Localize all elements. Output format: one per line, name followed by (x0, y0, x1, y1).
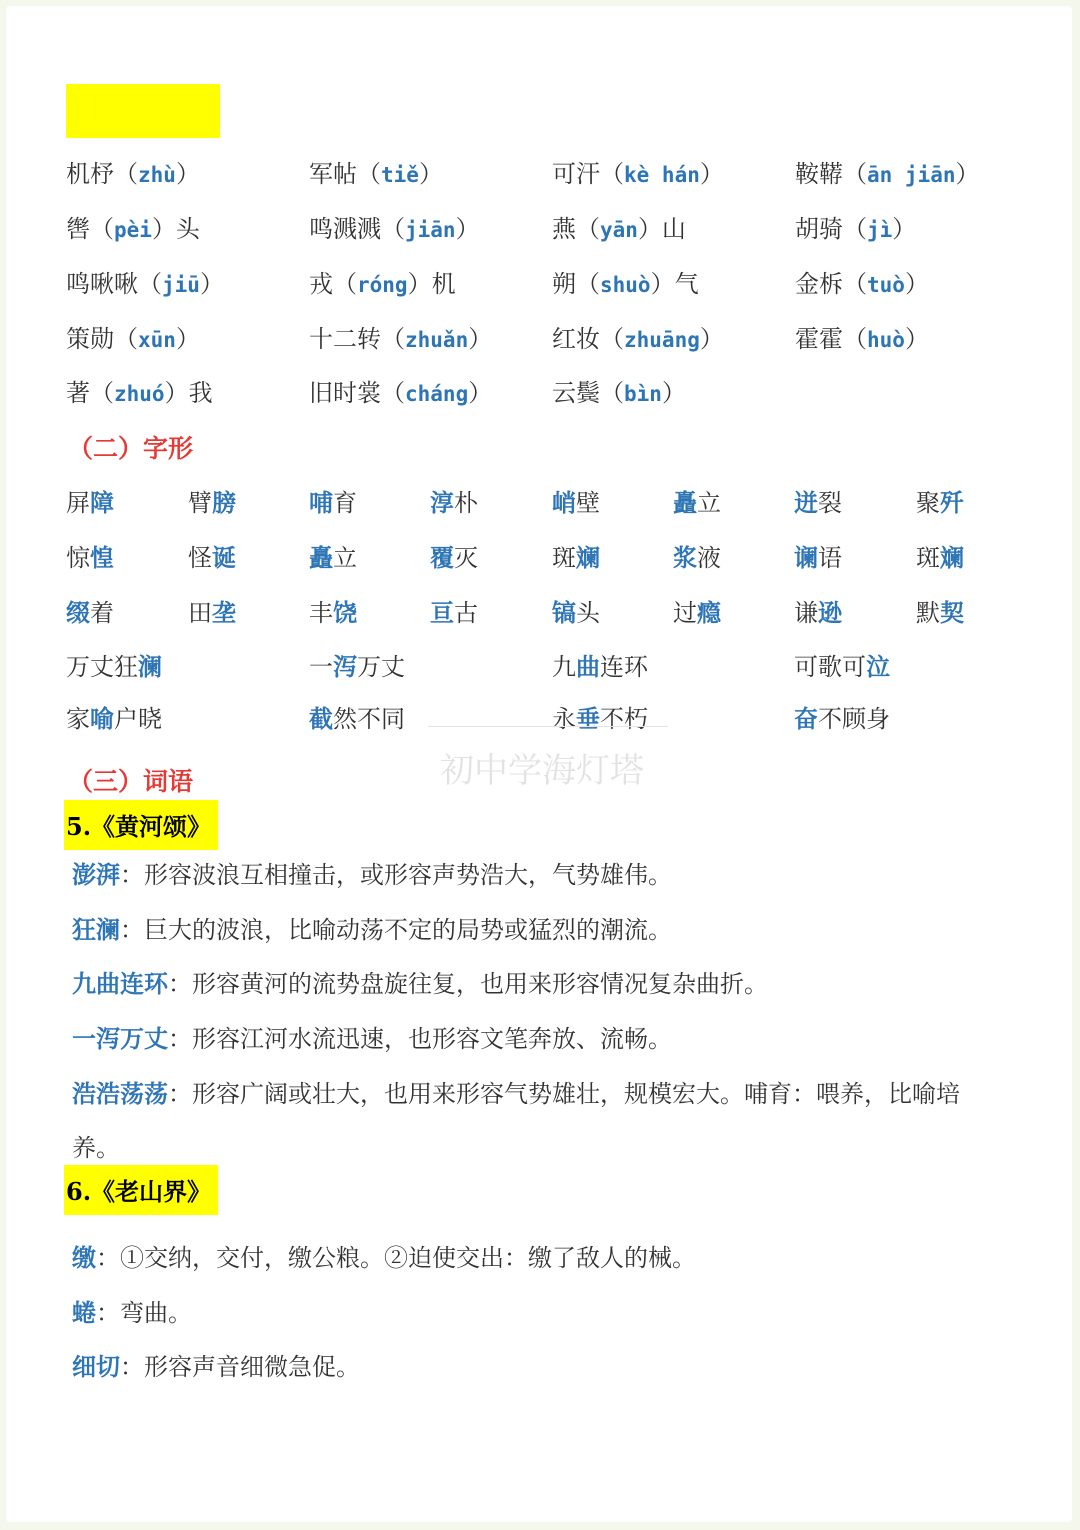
definition-text: ：巨大的波浪，比喻动荡不定的局势或猛烈的潮流。 (120, 916, 672, 944)
highlight-char: 浆 (673, 543, 697, 572)
char-text: 户晓 (114, 705, 162, 733)
highlight-char: 迸 (794, 488, 818, 517)
highlight-char: 亘 (430, 598, 454, 627)
idiom-word (66, 704, 162, 734)
definition-text: ：弯曲。 (96, 1299, 192, 1327)
pinyin-item (795, 159, 980, 190)
definition-text: ：形容声音细微急促。 (120, 1353, 360, 1381)
pinyin-text: jiān (405, 218, 456, 242)
word-text: ）机 (407, 270, 456, 298)
highlight-char: 截 (309, 704, 333, 733)
definition-line (72, 1293, 192, 1328)
highlight-char: 泻 (333, 652, 357, 681)
word-text: 鞍鞯（ (795, 160, 867, 188)
pinyin-text: bìn (624, 382, 662, 406)
highlight-char: 诞 (212, 543, 236, 572)
definition-line (72, 910, 672, 945)
word-text: 旧时裳（ (309, 379, 405, 407)
highlight-char: 瘾 (697, 598, 721, 627)
word-text: 霍霍（ (795, 325, 867, 353)
highlight-char: 澜 (138, 652, 162, 681)
idiom-word (309, 704, 405, 734)
char-text: 斑 (552, 544, 576, 572)
char-text: 家 (66, 705, 90, 733)
pinyin-text: kè hán (624, 163, 700, 187)
word-text: 燕（ (552, 215, 600, 243)
definition-text: ：形容广阔或壮大，也用来形容气势雄壮，规模宏大。哺育：喂养，比喻培 (168, 1080, 960, 1108)
definition-term: 澎湃 (72, 860, 120, 889)
char-text: 万丈 (357, 653, 405, 681)
char-text: 语 (818, 544, 842, 572)
word-text: 胡骑（ (795, 215, 867, 243)
char-text: 着 (90, 599, 114, 627)
char-text: 聚 (916, 489, 940, 517)
word-text: ） (455, 215, 480, 243)
definition-term: 细切 (72, 1352, 120, 1381)
highlight-char: 淳 (430, 488, 454, 517)
char-text: 不顾身 (818, 705, 890, 733)
glyph-word (188, 543, 236, 573)
lesson-title-5: 5.《黄河颂》 (64, 800, 218, 850)
watermark-text: 初中学海灯塔 (440, 751, 644, 791)
highlight-char: 膀 (212, 488, 236, 517)
char-text: 朴 (454, 489, 478, 517)
glyph-word (552, 543, 600, 573)
glyph-word (794, 488, 842, 518)
glyph-word (916, 488, 964, 518)
glyph-word (66, 598, 114, 628)
definition-text: ：①交纳，交付，缴公粮。②迫使交出：缴了敌人的械。 (96, 1244, 696, 1272)
word-text: 十二转（ (309, 325, 405, 353)
word-text: 金柝（ (795, 270, 867, 298)
pinyin-text: xūn (138, 328, 176, 352)
highlight-char: 矗 (673, 488, 697, 517)
word-text: 朔（ (552, 270, 600, 298)
glyph-word (188, 488, 236, 518)
char-text: 屏 (66, 489, 90, 517)
glyph-word (430, 598, 478, 628)
glyph-word (430, 543, 478, 573)
char-text: 连环 (600, 653, 648, 681)
glyph-word (188, 598, 236, 628)
highlight-char: 契 (940, 598, 964, 627)
definition-line (72, 1347, 360, 1382)
pinyin-item (309, 324, 492, 355)
highlight-char: 饶 (333, 598, 357, 627)
word-text: ） (418, 160, 443, 188)
char-text: 立 (697, 489, 721, 517)
char-text: 田 (188, 599, 212, 627)
word-text: 军帖（ (309, 160, 381, 188)
char-text: 一 (309, 653, 333, 681)
pinyin-text: zhuǎn (405, 328, 469, 352)
char-text: 万丈狂 (66, 653, 138, 681)
section-title-words: （三）词语 (68, 767, 194, 796)
word-text: ） (199, 270, 224, 298)
pinyin-text: shuò (600, 273, 651, 297)
highlight-char: 逊 (818, 598, 842, 627)
definition-term: 浩浩荡荡 (72, 1079, 168, 1108)
pinyin-item (66, 159, 200, 190)
definition-term: 蜷 (72, 1298, 96, 1327)
char-text: 不朽 (600, 705, 648, 733)
char-text: 怪 (188, 544, 212, 572)
definition-text: ：形容江河水流迅速，也形容文笔奔放、流畅。 (168, 1025, 672, 1053)
pinyin-item (66, 324, 200, 355)
word-text: 鸣溅溅（ (309, 215, 405, 243)
pinyin-item (66, 214, 200, 245)
pinyin-text: yān (600, 218, 638, 242)
highlight-char: 障 (90, 488, 114, 517)
highlight-char: 垂 (576, 704, 600, 733)
definition-term: 九曲连环 (72, 969, 168, 998)
glyph-word (673, 598, 721, 628)
pinyin-text: cháng (405, 382, 469, 406)
char-text: 过 (673, 599, 697, 627)
pinyin-item (309, 378, 492, 409)
word-text: ）山 (637, 215, 686, 243)
char-text: 液 (697, 544, 721, 572)
glyph-word (916, 598, 964, 628)
pinyin-text: róng (357, 273, 408, 297)
glyph-word (309, 598, 357, 628)
definition-line (72, 1019, 672, 1054)
highlight-char: 惶 (90, 543, 114, 572)
word-text: ）头 (151, 215, 200, 243)
pinyin-item (795, 269, 929, 300)
char-text: 灭 (454, 544, 478, 572)
definition-continuation: 养。 (72, 1134, 120, 1162)
pinyin-item (309, 159, 443, 190)
word-text: ） (175, 325, 200, 353)
pinyin-item (309, 214, 480, 245)
glyph-word (66, 488, 114, 518)
definition-line (72, 964, 768, 999)
highlight-char: 奋 (794, 704, 818, 733)
char-text: 壁 (576, 489, 600, 517)
glyph-word (309, 543, 357, 573)
lesson-title-6: 6.《老山界》 (64, 1165, 218, 1215)
char-text: 古 (454, 599, 478, 627)
document-page (6, 6, 1072, 1522)
glyph-word (794, 598, 842, 628)
glyph-word (66, 543, 114, 573)
definition-text: ：形容黄河的流势盘旋往复，也用来形容情况复杂曲折。 (168, 970, 768, 998)
word-text: ）气 (650, 270, 699, 298)
glyph-word (552, 488, 600, 518)
definition-term: 狂澜 (72, 915, 120, 944)
definition-term: 一泻万丈 (72, 1024, 168, 1053)
highlight-char: 斓 (940, 543, 964, 572)
idiom-word (309, 652, 405, 682)
pinyin-item (552, 378, 686, 409)
word-text: ） (661, 379, 686, 407)
definition-line (72, 855, 672, 890)
section-title-glyphs: （二）字形 (68, 434, 194, 463)
char-text: 九 (552, 653, 576, 681)
word-text: ）我 (164, 379, 213, 407)
highlight-char: 缀 (66, 598, 90, 627)
definition-line (72, 1074, 960, 1109)
word-text: ） (699, 325, 724, 353)
highlight-block (66, 84, 220, 138)
char-text: 裂 (818, 489, 842, 517)
pinyin-item (552, 269, 699, 300)
idiom-word (552, 652, 648, 682)
watermark (428, 726, 668, 789)
char-text: 斑 (916, 544, 940, 572)
highlight-char: 垄 (212, 598, 236, 627)
glyph-word (673, 488, 721, 518)
char-text: 臂 (188, 489, 212, 517)
glyph-word (552, 598, 600, 628)
word-text: 机杼（ (66, 160, 138, 188)
pinyin-text: jì (867, 218, 893, 242)
word-text: ） (699, 160, 724, 188)
pinyin-text: tiě (381, 163, 419, 187)
highlight-char: 哺 (309, 488, 333, 517)
idiom-word (794, 652, 890, 682)
word-text: 戎（ (309, 270, 357, 298)
pinyin-item (552, 214, 686, 245)
word-text: ） (904, 270, 929, 298)
highlight-char: 泣 (866, 652, 890, 681)
char-text: 立 (333, 544, 357, 572)
glyph-word (673, 543, 721, 573)
char-text: 可歌可 (794, 653, 866, 681)
word-text: 云鬓（ (552, 379, 624, 407)
pinyin-text: jiū (162, 273, 200, 297)
definition-line (72, 1238, 696, 1273)
highlight-char: 矗 (309, 543, 333, 572)
word-text: 红妆（ (552, 325, 624, 353)
pinyin-text: zhuó (114, 382, 165, 406)
word-text: 可汗（ (552, 160, 624, 188)
idiom-word (66, 652, 162, 682)
highlight-char: 斓 (576, 543, 600, 572)
word-text: ） (175, 160, 200, 188)
highlight-char: 歼 (940, 488, 964, 517)
char-text: 永 (552, 705, 576, 733)
definition-text: ：形容波浪互相撞击，或形容声势浩大，气势雄伟。 (120, 861, 672, 889)
pinyin-item (795, 324, 929, 355)
pinyin-item (66, 269, 224, 300)
pinyin-item (66, 378, 213, 409)
char-text: 默 (916, 599, 940, 627)
highlight-char: 曲 (576, 652, 600, 681)
glyph-word (309, 488, 357, 518)
pinyin-item (309, 269, 456, 300)
char-text: 育 (333, 489, 357, 517)
highlight-char: 覆 (430, 543, 454, 572)
word-text: 著（ (66, 379, 114, 407)
word-text: 鸣啾啾（ (66, 270, 162, 298)
word-text: ） (468, 325, 493, 353)
pinyin-text: huò (867, 328, 905, 352)
word-text: ） (892, 215, 917, 243)
highlight-char: 喻 (90, 704, 114, 733)
pinyin-text: pèi (114, 218, 152, 242)
definition-term: 缴 (72, 1243, 96, 1272)
pinyin-text: zhù (138, 163, 176, 187)
glyph-word (916, 543, 964, 573)
glyph-word (794, 543, 842, 573)
highlight-char: 峭 (552, 488, 576, 517)
word-text: 策勋（ (66, 325, 138, 353)
word-text: 辔（ (66, 215, 114, 243)
pinyin-item (552, 324, 724, 355)
char-text: 头 (576, 599, 600, 627)
char-text: 然不同 (333, 705, 405, 733)
word-text: ） (468, 379, 493, 407)
glyph-word (430, 488, 478, 518)
highlight-char: 镐 (552, 598, 576, 627)
char-text: 谦 (794, 599, 818, 627)
idiom-word (794, 704, 890, 734)
pinyin-text: zhuāng (624, 328, 700, 352)
pinyin-item (795, 214, 916, 245)
word-text: ） (904, 325, 929, 353)
pinyin-text: ān jiān (867, 163, 956, 187)
char-text: 惊 (66, 544, 90, 572)
highlight-char: 谰 (794, 543, 818, 572)
pinyin-item (552, 159, 724, 190)
pinyin-text: tuò (867, 273, 905, 297)
word-text: ） (955, 160, 980, 188)
char-text: 丰 (309, 599, 333, 627)
